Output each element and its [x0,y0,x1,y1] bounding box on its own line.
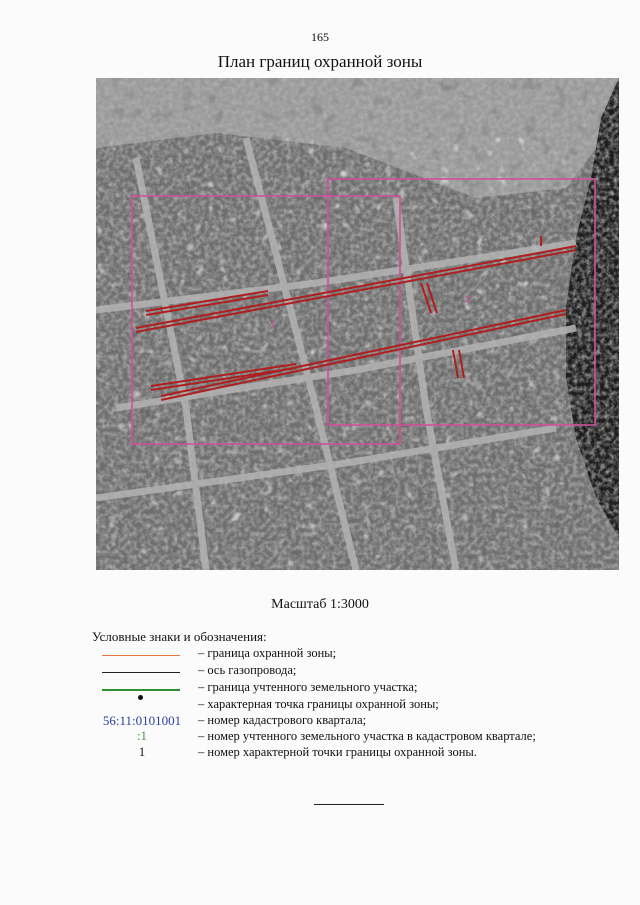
page-number: 165 [311,30,329,44]
legend-item-cadastral-quarter: 56:11:0101001 – номер кадастрового квартала; [92,713,612,729]
green-line-icon [102,689,180,691]
black-line-icon [102,672,180,673]
page-title: План границ охранной зоны [217,52,423,71]
legend-item-pipeline-axis: – ось газопровода; [92,663,612,679]
orange-line-icon [102,655,180,656]
aerial-map [96,78,619,570]
legend-heading: Условные знаки и обозначения: [92,629,267,644]
legend-item-boundary-point: – характерная точка границы охранной зоны; [92,697,612,713]
legend-item-point-number: 1 – номер характерной точки границы охранной зоны. [92,745,612,761]
aerial-map-image [96,78,619,570]
legend-item-land-plot: – граница учтенного земельного участка; [92,680,612,696]
plot-number-label: :1 [137,729,147,743]
legend-item-zone-boundary: – граница охранной зоны; [92,646,612,662]
map-marker-2: 2 [465,295,471,305]
legend-item-plot-number: :1 – номер учтенного земельного участка в кадастровом квартале; [92,729,612,745]
point-number-label: 1 [138,745,146,759]
scale-label: Масштаб 1:3000 [271,597,369,612]
point-icon [138,695,143,700]
cadastral-quarter-label: 56:11:0101001 [102,713,182,728]
footer-divider [314,804,384,805]
map-marker-1: 1 [270,320,276,330]
